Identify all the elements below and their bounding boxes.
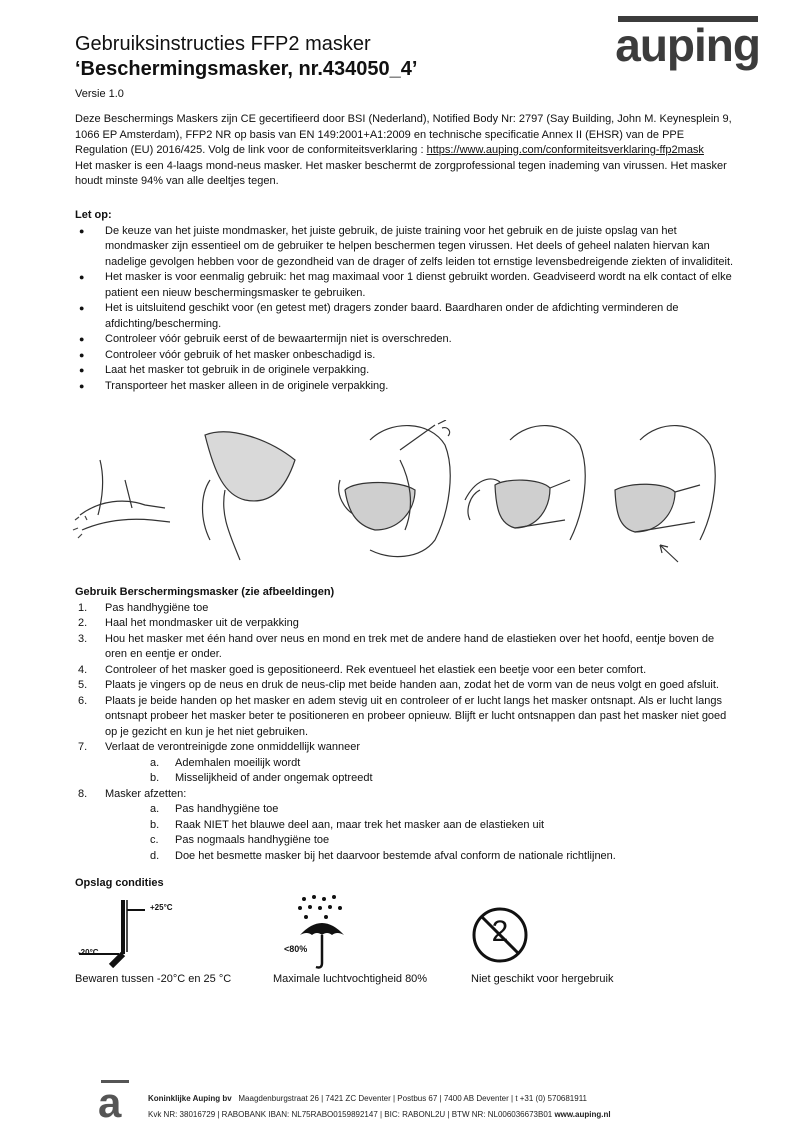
warning-item: ● De keuze van het juiste mondmasker, het juiste gebruik, de juiste training voor het gebruik en de juiste opslag van het mondmasker zijn essentieel om de gebruiker te helpen beschermen tegen virussen. Het deels of geheel nalaten hiervan kan nadelige gevolgen hebben voor de gezondheid van de drager of zelfs leiden tot ernstige levensbedreigende ziekten of invaliditeit. xyxy=(75,224,735,271)
storage-heading: Opslag condities xyxy=(75,877,164,889)
warning-item: ● Controleer vóór gebruik eerst of de bewaartermijn niet is overschreden. xyxy=(75,332,735,348)
usage-heading: Gebruik Berschermingsmasker (zie afbeeldingen) xyxy=(75,586,335,598)
step-item: 2. Haal het mondmasker uit de verpakking xyxy=(78,617,299,629)
footer-address-line: Koninklijke Auping bv Maagdenburgstraat 26 | 7421 ZC Deventer | Postbus 67 | 7400 AB Deventer | t +31 (0) 570681911 xyxy=(148,1094,587,1103)
sub-step-item: b. Raak NIET het blauwe deel aan, maar trek het masker aan de elastieken uit xyxy=(150,818,545,831)
step-item: 6. Plaats je beide handen op het masker en adem stevig uit en controleer of er lucht langs het masker ontsnapt. Als er lucht langs ontsnapt probeer het masker beter te positioneren en probeer opnieuw. Blijft er lucht ontsnappen dan past het masker niet goed op je gezicht en kun je het niet gebruiken. xyxy=(78,694,727,738)
usage-illustrations xyxy=(70,420,740,570)
single-use-symbol: 2 xyxy=(491,915,509,948)
warning-item: ● Transporteer het masker alleen in de originele verpakking. xyxy=(75,379,735,395)
sub-step-item: c. Pas nogmaals handhygiëne toe xyxy=(150,834,330,846)
footer-registration-line: Kvk NR: 38016729 | RABOBANK IBAN: NL75RABO0159892147 | BIC: RABONL2U | BTW NR: NL006036673B01 www.auping.nl xyxy=(148,1110,611,1119)
document-title: Gebruiksinstructies FFP2 masker xyxy=(75,33,371,55)
face-check-fit-illustration xyxy=(615,426,715,562)
intro-paragraph xyxy=(75,112,735,190)
sub-step-item: a. Ademhalen moeilijk wordt xyxy=(150,756,301,769)
thermometer-icon xyxy=(75,896,195,968)
warning-item: ● Controleer vóór gebruik of het masker onbeschadigd is. xyxy=(75,348,735,364)
warning-item: ● Laat het masker tot gebruik in de originele verpakking. xyxy=(75,363,735,379)
usage-section xyxy=(75,585,735,864)
step-item: 3. Hou het masker met één hand over neus en mond en trek met de andere hand de elastieken over het hoofd, eentje boven de oren en eentje er onder. xyxy=(78,632,715,660)
conformity-link[interactable]: https://www.auping.com/conformiteitsverklaring-ffp2mask xyxy=(426,144,704,156)
sub-step-item: a. Pas handhygiëne toe xyxy=(150,803,279,815)
warning-item: ● Het masker is voor eenmalig gebruik: het mag maximaal voor 1 dienst gebruikt worden. Geadviseerd wordt na elk contact of elke patient een nieuw beschermingsmasker te gebruiken. xyxy=(75,270,735,301)
step-item: 4. Controleer of het masker goed is gepositioneerd. Rek eventueel het elastiek een beetje voor een beter comfort. xyxy=(78,663,647,676)
step-item: 8. Masker afzetten: xyxy=(78,787,187,800)
website-link[interactable]: www.auping.nl xyxy=(554,1110,611,1119)
step-item: 5. Plaats je vingers op de neus en druk de neus-clip met beide handen aan, zodat het de vorm van de neus volgt en goed afsluit. xyxy=(78,679,719,691)
humidity-label: <80% xyxy=(284,944,308,954)
hand-washing-illustration xyxy=(73,460,170,538)
face-putting-on-mask-illustration xyxy=(339,420,451,557)
warnings-section xyxy=(75,208,735,394)
intro-text: Deze Beschermings Maskers zijn CE gecertifieerd door BSI (Nederland), Notified Body Nr: 2797 (Say Building, John M. Keynesplein 9, 1066 EP Amsterdam), FFP2 NR op basis van EN 149:2001+A1:2009 en technische specificatie Annex II (EHSR) van de PPE Regulation (EU) 2016/425. Volg de link voor de conformiteitsverklaring : xyxy=(75,113,732,156)
humidity-caption: Maximale luchtvochtigheid 80% xyxy=(273,973,428,985)
face-nose-clip-illustration xyxy=(465,426,585,540)
temp-min-label: -20°C xyxy=(78,948,99,957)
footer-logo: a xyxy=(98,1079,122,1126)
mask-in-hand-illustration xyxy=(203,432,296,560)
version-label: Versie 1.0 xyxy=(75,88,124,100)
document-subtitle: ‘Beschermingsmasker, nr.434050_4’ xyxy=(75,58,418,80)
intro-text-2: Het masker is een 4-laags mond-neus masker. Het masker beschermt de zorgprofessional tegen inademing van virussen. Het masker houdt minste 94% van alle deeltjes tegen. xyxy=(75,159,727,187)
step-item: 7. Verlaat de verontreinigde zone onmiddellijk wanneer xyxy=(78,741,360,753)
temp-caption: Bewaren tussen -20°C en 25 °C xyxy=(75,973,232,985)
company-name: Koninklijke Auping bv xyxy=(148,1094,232,1103)
warnings-heading: Let op: xyxy=(75,209,112,221)
step-item: 1. Pas handhygiëne toe xyxy=(78,601,209,614)
auping-logo: auping xyxy=(615,19,760,71)
temp-max-label: +25°C xyxy=(150,903,173,912)
warning-item: ● Het is uitsluitend geschikt voor (en getest met) dragers zonder baard. Baardharen onder de afdichting verminderen de afdichting/bescherming. xyxy=(75,301,735,332)
sub-step-item: d. Doe het besmette masker bij het daarvoor bestemde afval conform de nationale richtlijnen. xyxy=(150,849,616,862)
reuse-caption: Niet geschikt voor hergebruik xyxy=(471,973,614,985)
umbrella-humidity-icon xyxy=(282,893,352,971)
sub-step-item: b. Misselijkheid of ander ongemak optreedt xyxy=(150,772,373,784)
